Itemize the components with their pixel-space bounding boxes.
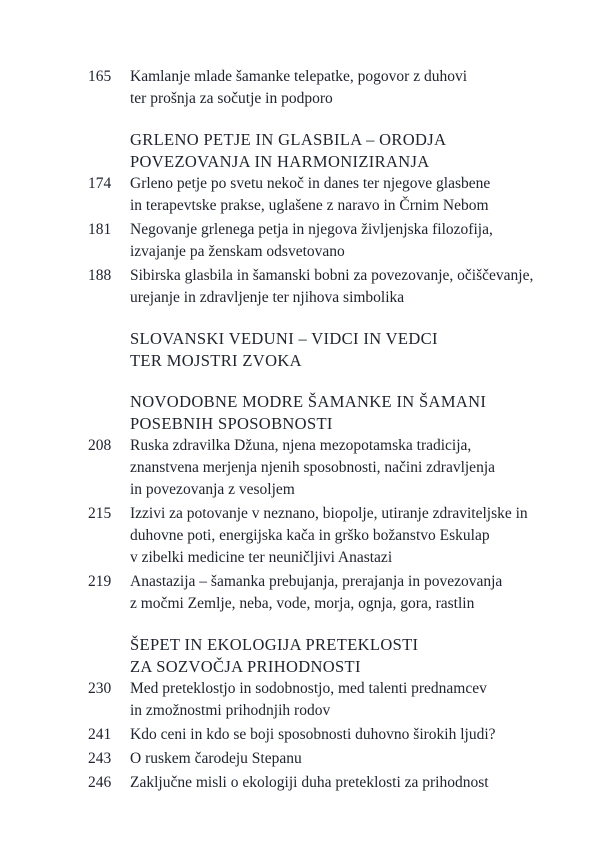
- toc-entry-text: [130, 219, 572, 263]
- toc-entry-line: Zaključne misli o ekologiji duha preteklosti za prihodnost: [130, 774, 489, 791]
- section-heading-line: GRLENO PETJE IN GLASBILA – ORODJA: [130, 130, 447, 149]
- toc-page-number: 181: [88, 221, 112, 238]
- section-heading-text: [130, 391, 572, 435]
- toc-entry-246: [88, 772, 572, 794]
- toc-entry-230: [88, 678, 572, 722]
- section-heading-slovanski-veduni: [88, 328, 572, 372]
- toc-entry-line: Ruska zdravilka Džuna, njena mezopotamska tradicija,: [130, 437, 472, 454]
- toc-page-number: 215: [88, 505, 112, 522]
- toc-entry-line: duhovne poti, energijska kača in grško božanstvo Eskulap: [130, 527, 490, 544]
- toc-entry-165: [88, 66, 572, 110]
- toc-entry-text: [130, 748, 572, 770]
- toc-entry-215: [88, 503, 572, 569]
- toc-entry-243: [88, 748, 572, 770]
- toc-entry-line: z močmi Zemlje, neba, vode, morja, ognja, gora, rastlin: [130, 595, 475, 612]
- toc-entry-line: O ruskem čarodeju Stepanu: [130, 750, 302, 767]
- section-heading-line: POVEZOVANJA IN HARMONIZIRANJA: [130, 152, 430, 171]
- toc-entry-line: izvajanje pa ženskam odsvetovano: [130, 243, 345, 260]
- toc-entry-text: [130, 724, 572, 746]
- toc-page-number: 230: [88, 680, 112, 697]
- section-heading-novodobne-modre: [88, 391, 572, 435]
- toc-entry-line: in terapevtske prakse, uglašene z naravo in Črnim Nebom: [130, 197, 489, 214]
- section-heading-text: [130, 129, 572, 173]
- toc-page-number: 243: [88, 750, 112, 767]
- toc-entry-text: [130, 173, 572, 217]
- toc-page-number: 246: [88, 774, 112, 791]
- toc-entry-line: Negovanje grlenega petja in njegova življenjska filozofija,: [130, 221, 493, 238]
- toc-entry-line: Kdo ceni in kdo se boji sposobnosti duhovno širokih ljudi?: [130, 726, 496, 743]
- toc-entry-line: in zmožnostmi prihodnjih rodov: [130, 702, 331, 719]
- toc-entry-174: [88, 173, 572, 217]
- toc-entry-text: [130, 435, 572, 501]
- toc-entry-text: [130, 66, 572, 110]
- toc-entry-text: [130, 772, 572, 794]
- toc-entry-188: [88, 265, 572, 309]
- section-heading-grleno-petje: [88, 129, 572, 173]
- section-heading-line: ŠEPET IN EKOLOGIJA PRETEKLOSTI: [130, 635, 419, 654]
- toc-page-number: 188: [88, 267, 112, 284]
- toc-page-number: 174: [88, 175, 112, 192]
- section-heading-text: [130, 328, 572, 372]
- section-heading-line: TER MOJSTRI ZVOKA: [130, 351, 302, 370]
- toc-entry-line: ter prošnja za sočutje in podporo: [130, 90, 333, 107]
- toc-entry-line: Sibirska glasbila in šamanski bobni za povezovanje, očiščevanje,: [130, 267, 534, 284]
- toc-page-number: 219: [88, 573, 112, 590]
- section-heading-text: [130, 634, 572, 678]
- toc-entry-text: [130, 678, 572, 722]
- section-heading-line: SLOVANSKI VEDUNI – VIDCI IN VEDCI: [130, 329, 438, 348]
- toc-entry-text: [130, 503, 572, 569]
- toc-page-number: 241: [88, 726, 112, 743]
- toc-entry-241: [88, 724, 572, 746]
- toc-page-number: 208: [88, 437, 112, 454]
- toc-entry-line: Med preteklostjo in sodobnostjo, med talenti prednamcev: [130, 680, 487, 697]
- toc-entry-text: [130, 571, 572, 615]
- toc-entry-line: urejanje in zdravljenje ter njihova simbolika: [130, 289, 405, 306]
- toc-entry-line: Izzivi za potovanje v neznano, biopolje, utiranje zdraviteljske in: [130, 505, 528, 522]
- toc-entry-line: znanstvena merjenja njenih sposobnosti, načini zdravljenja: [130, 459, 495, 476]
- toc-entry-line: Anastazija – šamanka prebujanja, prerajanja in povezovanja: [130, 573, 503, 590]
- toc-entry-line: in povezovanja z vesoljem: [130, 481, 295, 498]
- toc-entry-219: [88, 571, 572, 615]
- section-heading-sepet-in-ekologija: [88, 634, 572, 678]
- toc-entry-text: [130, 265, 572, 309]
- toc-entry-line: Kamlanje mlade šamanke telepatke, pogovor z duhovi: [130, 68, 468, 85]
- section-heading-line: POSEBNIH SPOSOBNOSTI: [130, 414, 333, 433]
- section-heading-line: ZA SOZVOČJA PRIHODNOSTI: [130, 657, 361, 676]
- toc-page-number: 165: [88, 68, 112, 85]
- section-heading-line: NOVODOBNE MODRE ŠAMANKE IN ŠAMANI: [130, 392, 487, 411]
- toc-entry-line: v zibelki medicine ter neuničljivi Anastazi: [130, 549, 393, 566]
- toc-entry-line: Grleno petje po svetu nekoč in danes ter njegove glasbene: [130, 175, 491, 192]
- toc-entry-181: [88, 219, 572, 263]
- toc-entry-208: [88, 435, 572, 501]
